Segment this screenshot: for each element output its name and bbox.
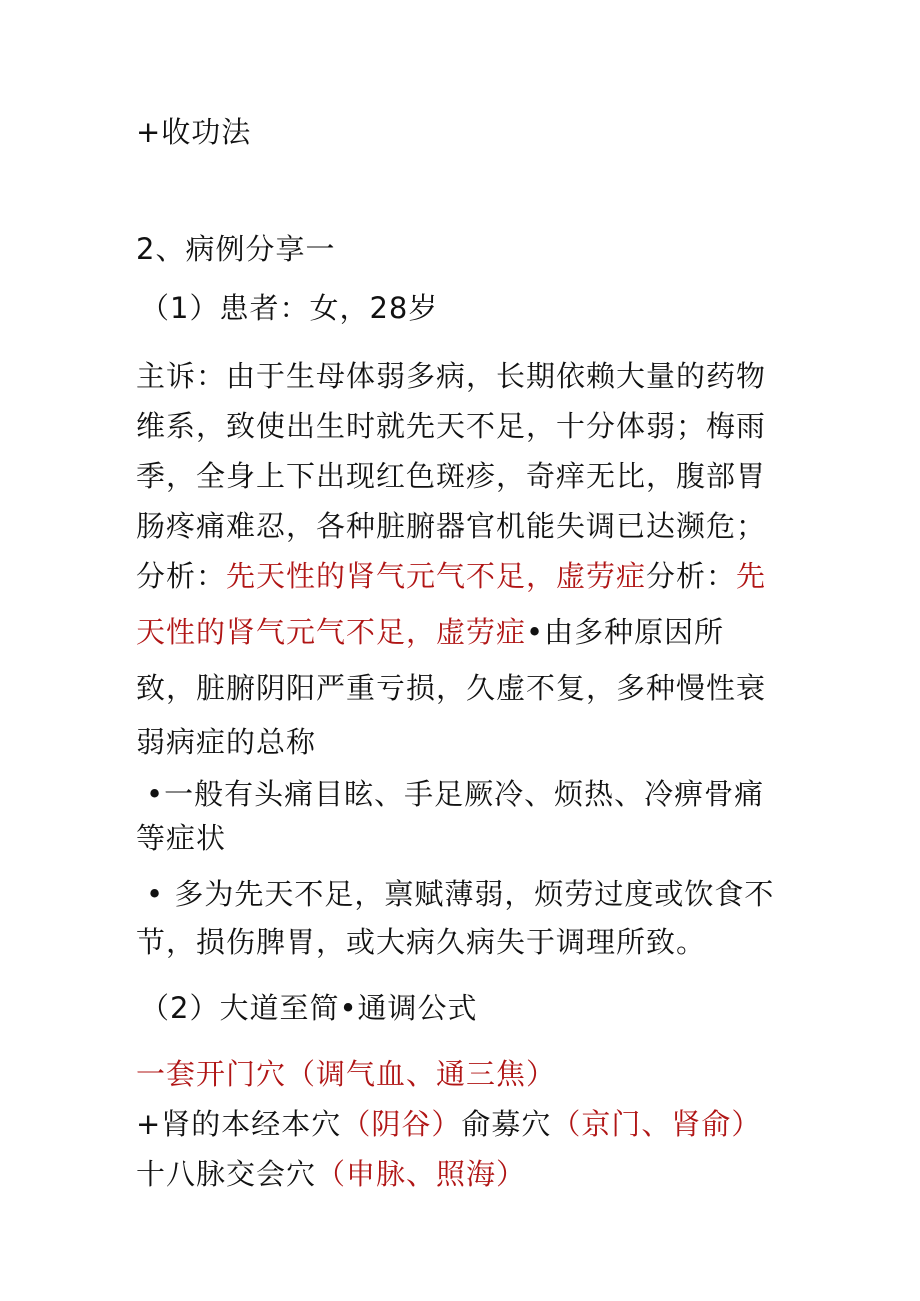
shu-mu-label: 俞募穴 bbox=[461, 1107, 552, 1141]
formula-line-confluent-points bbox=[136, 1156, 526, 1192]
complaint-line-1: 主诉：由于生母体弱多病，长期依赖大量的药物 bbox=[136, 359, 767, 393]
section-heading-case-one: 2、病例分享一 bbox=[136, 232, 336, 266]
analysis-diagnosis-red: 先天性的肾气元气不足，虚劳症 bbox=[226, 559, 647, 593]
cause-bullet-line-2: 节，损伤脾胃，或大病久病失于调理所致。 bbox=[136, 925, 707, 959]
analysis-label: 分析： bbox=[136, 559, 227, 593]
closing-method-line: +收功法 bbox=[136, 115, 252, 149]
formula-line-open-points: 一套开门穴（调气血、通三焦） bbox=[136, 1057, 557, 1091]
analysis-line-1 bbox=[136, 558, 766, 594]
analysis-explanation-start: •由多种原因所 bbox=[526, 615, 725, 649]
analysis-diagnosis-red-continued: 天性的肾气元气不足，虚劳症 bbox=[136, 615, 527, 649]
analysis-line-4: 弱病症的总称 bbox=[136, 725, 317, 759]
formula-line-kidney-points bbox=[136, 1106, 761, 1142]
complaint-line-3: 季，全身上下出现红色斑疹，奇痒无比，腹部胃 bbox=[136, 459, 767, 493]
symptom-bullet-line-1: •一般有头痛目眩、手足厥冷、烦热、冷痹骨痛 bbox=[146, 777, 765, 811]
symptom-bullet-line-2: 等症状 bbox=[136, 821, 227, 855]
analysis-line-3: 致，脏腑阴阳严重亏损，久虚不复，多种慢性衰 bbox=[136, 671, 767, 705]
complaint-line-4: 肠疼痛难忍，各种脏腑器官机能失调已达濒危； bbox=[136, 509, 767, 543]
analysis-label-repeat: 分析： bbox=[646, 559, 737, 593]
confluent-points-values: （申脉、照海） bbox=[316, 1157, 527, 1191]
confluent-points-label: 十八脉交会穴 bbox=[136, 1157, 317, 1191]
cause-bullet-line-1: • 多为先天不足，禀赋薄弱，烦劳过度或饮食不 bbox=[146, 877, 775, 911]
formula-heading: （2）大道至简•通调公式 bbox=[140, 991, 478, 1025]
kidney-meridian-label: +肾的本经本穴 bbox=[136, 1107, 342, 1141]
kidney-meridian-point: （阴谷） bbox=[341, 1107, 462, 1141]
analysis-line-2 bbox=[136, 614, 724, 650]
analysis-diagnosis-red-start: 先 bbox=[736, 559, 767, 593]
complaint-line-2: 维系，致使出生时就先天不足，十分体弱；梅雨 bbox=[136, 409, 767, 443]
shu-mu-points: （京门、肾俞） bbox=[551, 1107, 762, 1141]
patient-info-heading: （1）患者：女，28岁 bbox=[140, 291, 439, 325]
